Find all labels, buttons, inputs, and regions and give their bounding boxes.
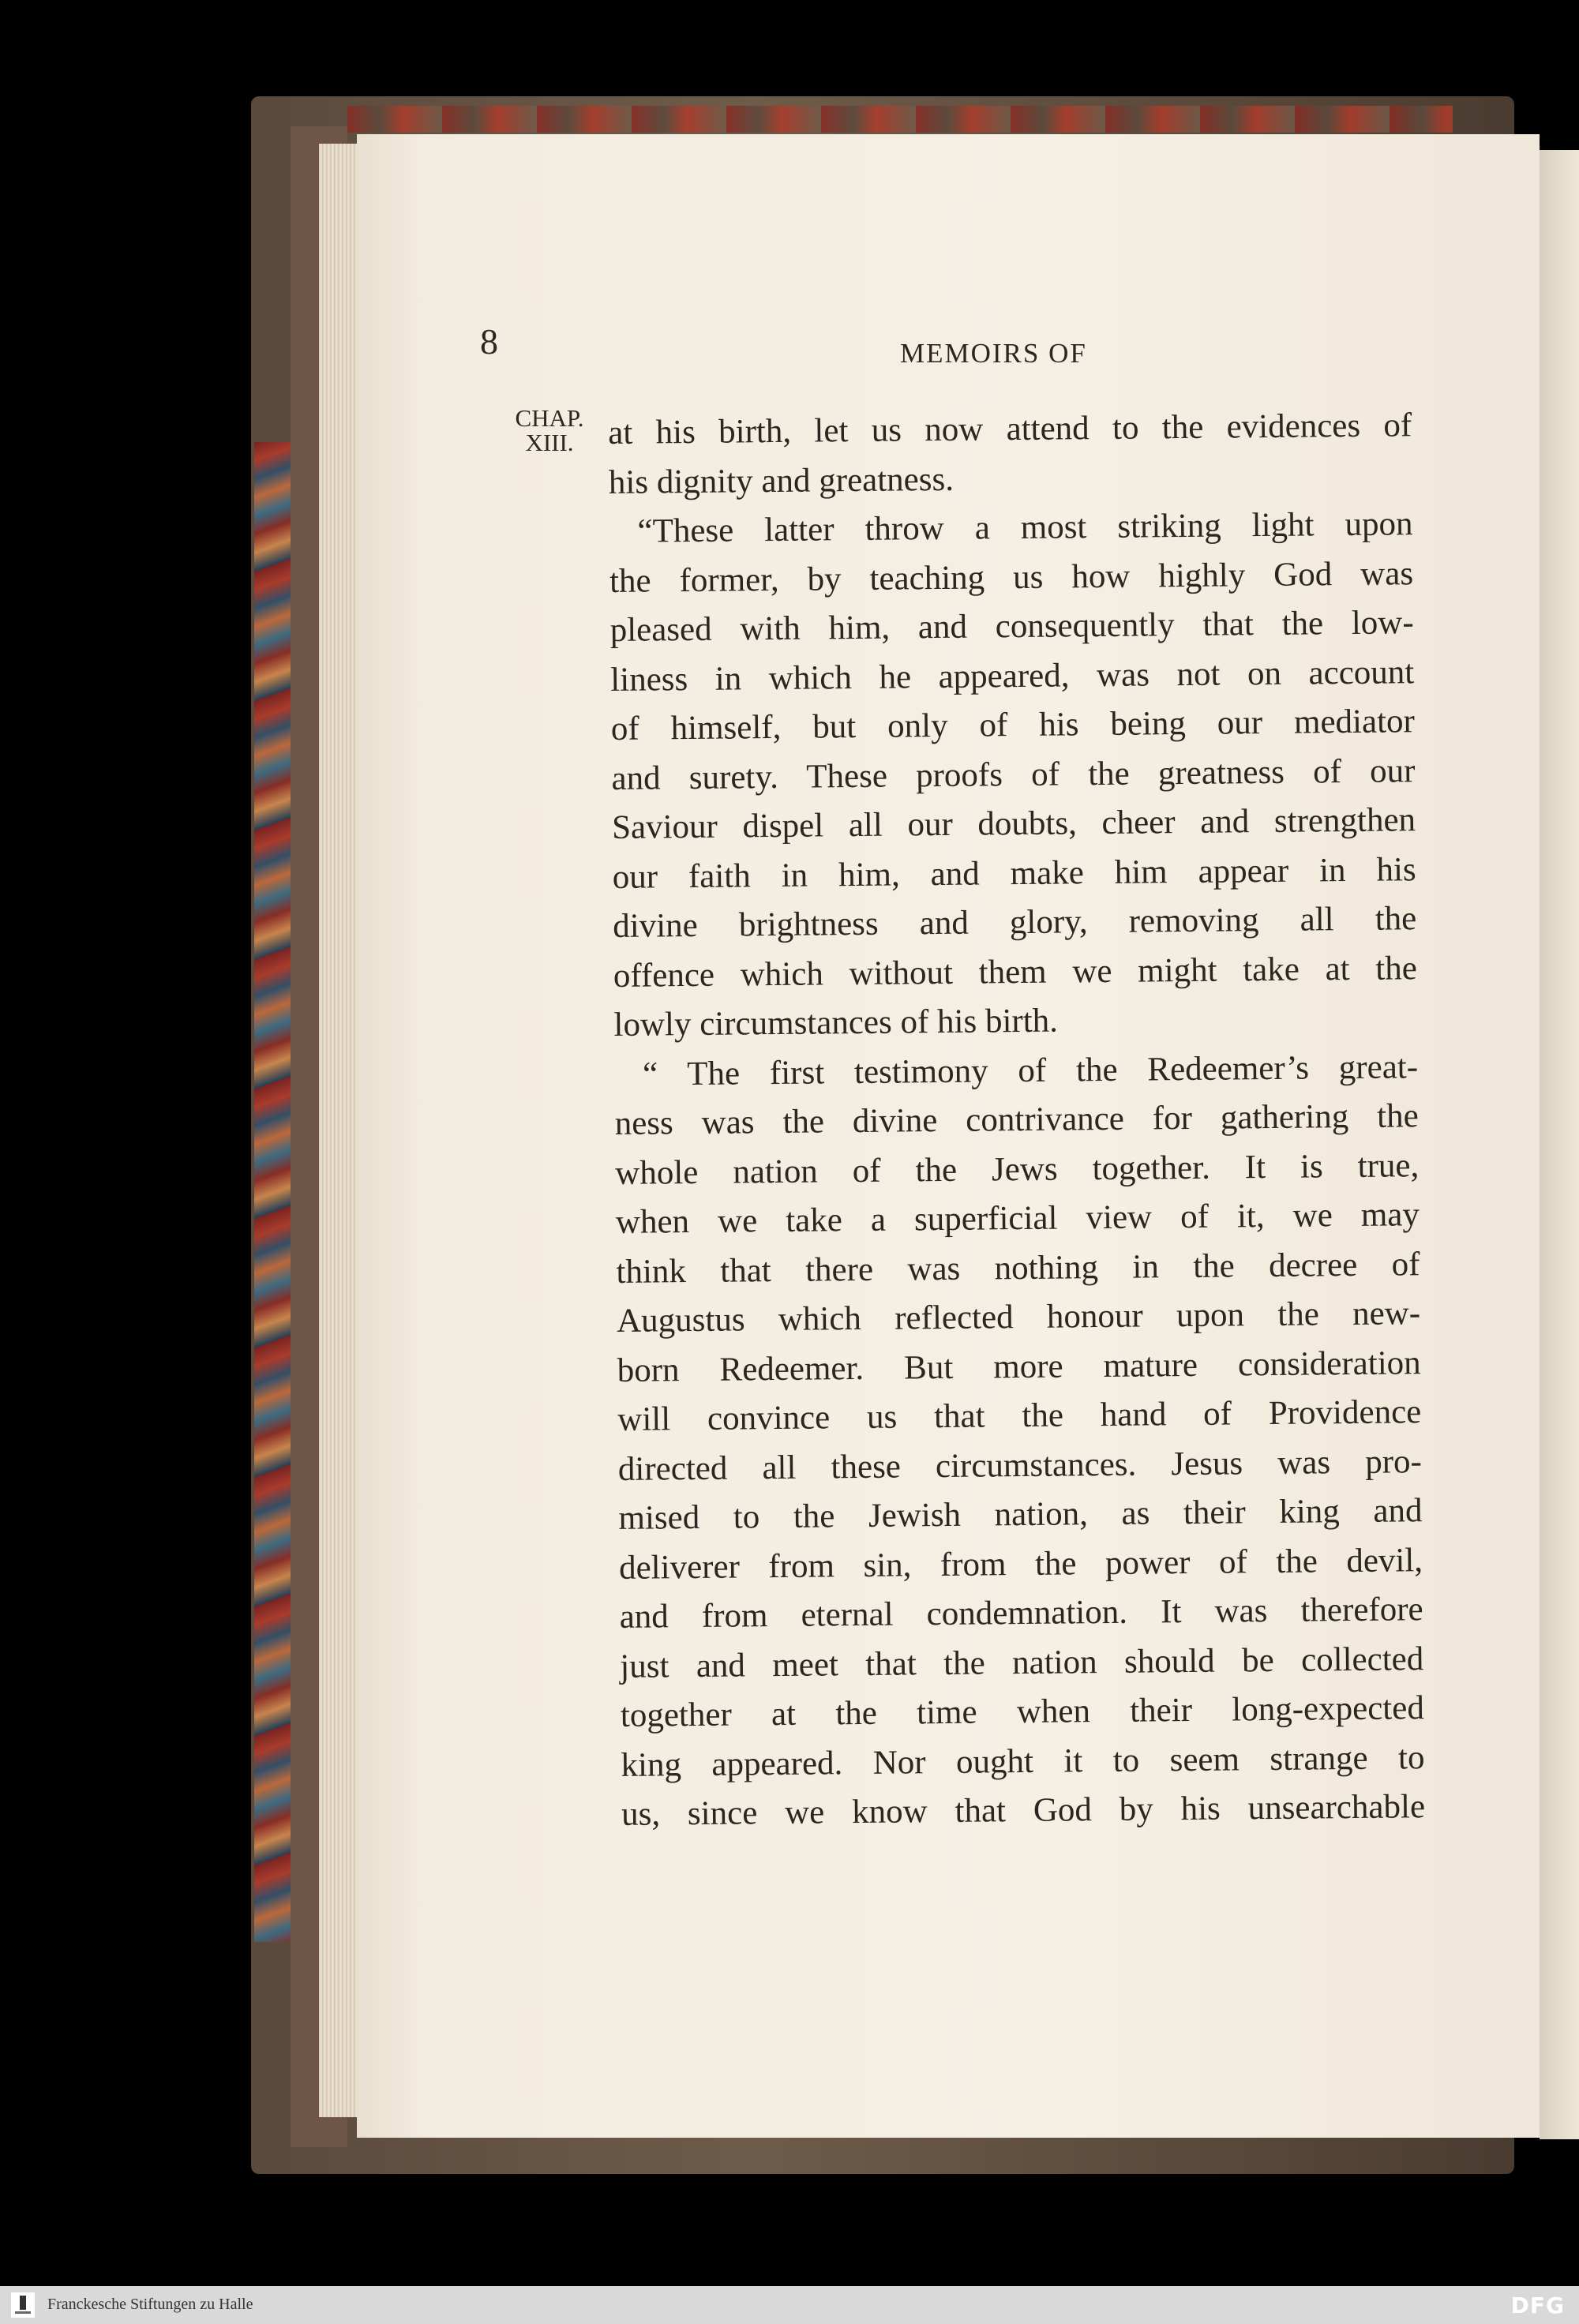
text-line: just and meet that the nation should be collected (620, 1640, 1424, 1685)
marbled-paper-endboard (254, 442, 291, 1942)
chapter-label: CHAP. (515, 404, 584, 432)
page-stack-edge (319, 144, 358, 2117)
text-line: “These latter throw a most striking light upon (637, 505, 1413, 550)
chapter-marker (499, 406, 600, 455)
institution-name: Franckesche Stiftungen zu Halle (47, 2296, 253, 2313)
text-line: directed all these circumstances. Jesus was pro- (617, 1442, 1423, 1488)
text-line: the former, by teaching us how highly God was (609, 554, 1414, 600)
text-line: us, since we know that God by his unsearchable (621, 1788, 1426, 1833)
text-line: liness in which he appeared, was not on account (610, 653, 1415, 699)
text-line: lowly circumstances of his birth. (613, 1002, 1059, 1044)
text-line: offence which without them we might take at the (613, 949, 1418, 995)
facing-page-edge (1540, 150, 1579, 2139)
body-text (608, 401, 1425, 1839)
running-head: MEMOIRS OF (900, 338, 1087, 369)
page-number: 8 (480, 321, 498, 362)
text-line: and from eternal condemnation. It was therefore (619, 1591, 1423, 1636)
footer-bar (0, 2286, 1579, 2324)
text-line: ness was the divine contrivance for gathering the (614, 1097, 1419, 1142)
text-line: divine brightness and glory, removing all the (613, 900, 1417, 945)
marbled-edge-top (347, 106, 1453, 133)
text-line: born Redeemer. But more mature consideration (617, 1344, 1421, 1389)
text-line: deliverer from sin, from the power of the devil, (618, 1541, 1423, 1587)
funder-logo: DFG (1510, 2292, 1565, 2318)
text-line: “ The first testimony of the Redeemer’s great- (642, 1048, 1419, 1093)
text-line: together at the time when their long-expected (620, 1689, 1425, 1734)
text-line: think that there was nothing in the decree of (616, 1245, 1420, 1291)
text-line: at his birth, let us now attend to the evidences of (608, 407, 1412, 452)
text-line: his dignity and greatness. (608, 460, 955, 501)
text-line: our faith in him, and make him appear in his (612, 850, 1416, 896)
text-line: will convince us that the hand of Providence (617, 1393, 1422, 1438)
text-line: of himself, but only of his being our mediator (610, 703, 1416, 748)
text-line: and surety. These proofs of the greatness of our (611, 752, 1416, 797)
chapter-number: XIII. (525, 429, 574, 456)
text-line: pleased with him, and consequently that the low- (609, 604, 1414, 649)
text-line: mised to the Jewish nation, as their king and (618, 1492, 1423, 1537)
text-line: when we take a superficial view of it, we may (615, 1196, 1420, 1241)
institution-logo-icon (11, 2292, 35, 2318)
text-line: Augustus which reflected honour upon the new- (616, 1295, 1421, 1340)
text-line: king appeared. Nor ought it to seem strange to (621, 1738, 1425, 1784)
text-line: Saviour dispel all our doubts, cheer and strengthen (611, 801, 1416, 846)
text-line: whole nation of the Jews together. It is true, (615, 1146, 1420, 1192)
